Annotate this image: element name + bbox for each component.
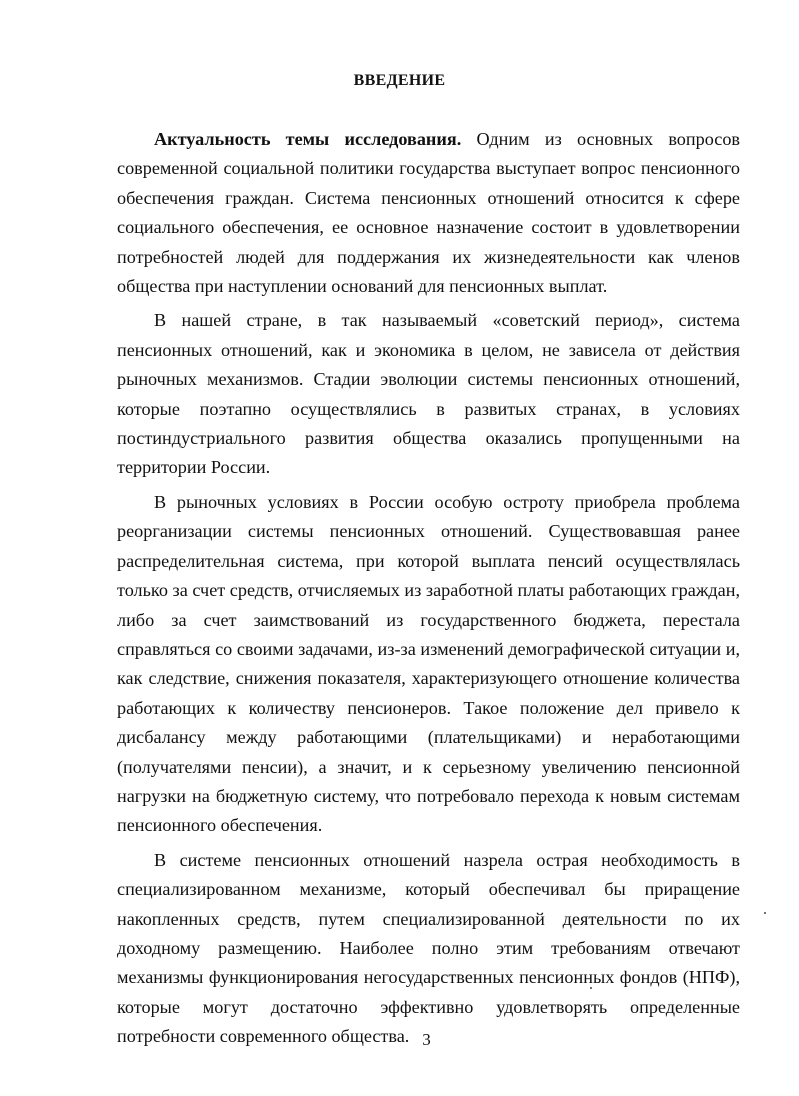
- scan-speck: [590, 987, 592, 989]
- paragraph-text: Одним из основных вопросов современной социальной политики государства выступает вопрос пенсионного обеспечения граждан. Система пенсионных отношений относится к сфере социального обеспечения, ее основное назначение состоит в удовлетворении потребностей людей для поддержания их жизнедеятельности как членов общества при наступлении оснований для пенсионных выплат.: [117, 129, 740, 297]
- paragraph-npf-mechanism: В системе пенсионных отношений назрела острая необходимость в специализированном механизме, который обеспечивал бы приращение накопленных средств, путем специализированной деятельности по их доходному размещению. Наиболее полно этим требованиям отвечают механизмы функционирования негосударственных пенсионных фондов (НПФ), которые могут достаточно эффективно удовлетворять определенные потребности современного общества.: [117, 849, 740, 1047]
- page-heading: ВВЕДЕНИЕ: [353, 72, 446, 89]
- paragraph-lead: Актуальность темы исследования.: [154, 129, 462, 149]
- page-number: 3: [422, 1030, 431, 1049]
- paragraph-relevance: [117, 125, 740, 301]
- paragraph-market-conditions: В рыночных условиях в России особую остроту приобрела проблема реорганизации системы пенсионных отношений. Существовавшая ранее распределительная система, при которой выплата пенсий осуществлялась только за счет средств, отчисляемых из заработной платы работающих граждан, либо за счет заимствований из государственного бюджета, перестала справляться со своими задачами, из-за изменений демографической ситуации и, как следствие, снижения показателя, характеризующего отношение количества работающих к количеству пенсионеров. Такое положение дел привело к дисбалансу между работающими (плательщиками) и неработающими (получателями пенсии), а значит, и к серьезному увеличению пенсионной нагрузки на бюджетную систему, что потребовало перехода к новым системам пенсионного обеспечения.: [117, 491, 740, 836]
- body-text: [117, 125, 740, 1052]
- scan-speck: [764, 912, 766, 914]
- paragraph-soviet-period: В нашей стране, в так называемый «советский период», система пенсионных отношений, как и экономика в целом, не зависела от действия рыночных механизмов. Стадии эволюции системы пенсионных отношений, которые поэтапно осуществлялись в развитых странах, в условиях постиндустриального развития общества оказались пропущенными на территории России.: [117, 310, 740, 478]
